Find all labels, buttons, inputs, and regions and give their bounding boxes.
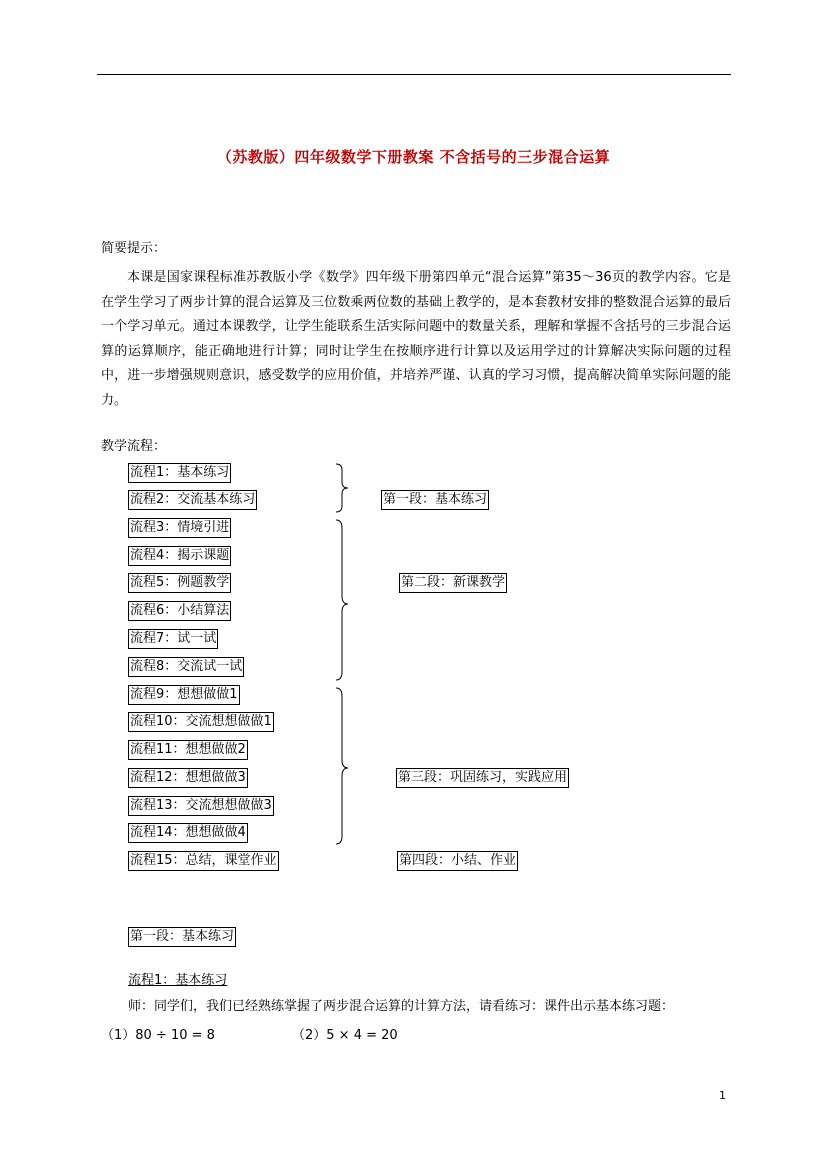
document-title: （苏教版）四年级数学下册教案 不含括号的三步混合运算: [216, 148, 611, 166]
stage-box-2: 第二段：新课教学: [399, 573, 507, 593]
page-number: 1: [719, 1089, 726, 1102]
flow-box-2: 流程2：交流基本练习: [128, 490, 257, 510]
flow-box-1: 流程1：基本练习: [128, 463, 231, 483]
exercise-2: （2）5 × 4 = 20: [292, 1028, 398, 1043]
flow-box-7: 流程7：试一试: [128, 629, 218, 649]
flow-box-4: 流程4：揭示课题: [128, 546, 231, 566]
exercise-1: （1）80 ÷ 10 = 8: [101, 1028, 215, 1043]
flow-box-5: 流程5：例题教学: [128, 573, 231, 593]
summary-paragraph: 本课是国家课程标准苏教版小学《数学》四年级下册第四单元“混合运算”第35～36页的教学内容。它是在学生学习了两步计算的混合运算及三位数乘两位数的基础上教学的，是本套教材安排的整数混合运算的最后一个学习单元。通过本课教学，让学生能联系生活实际问题中的数量关系，理解和掌握不含括号的三步混合运算的运算顺序，能正确地进行计算；同时让学生在按顺序进行计算以及运用学过的计算解决实际问题的过程中，进一步增强规则意识，感受数学的应用价值，并培养严谨、认真的学习习惯，提高解决简单实际问题的能力。: [101, 270, 731, 408]
flow-box-8: 流程8：交流试一试: [128, 657, 244, 677]
stage-box-1: 第一段：基本练习: [381, 490, 489, 510]
section-heading-box: 第一段：基本练习: [128, 927, 236, 947]
flow-box-6: 流程6：小结算法: [128, 601, 231, 621]
stage-box-3: 第三段：巩固练习，实践应用: [396, 768, 569, 788]
flow-box-13: 流程13：交流想想做做3: [128, 796, 274, 816]
flow-box-10: 流程10：交流想想做做1: [128, 712, 274, 732]
flow-box-9: 流程9：想想做做1: [128, 685, 240, 705]
flow-box-14: 流程14：想想做做4: [128, 823, 248, 843]
flow-label: 教学流程：: [101, 439, 167, 454]
flow-box-11: 流程11：想想做做2: [128, 740, 248, 760]
teacher-text: 师：同学们，我们已经熟练掌握了两步混合运算的计算方法，请看练习：课件出示基本练习题：: [128, 999, 675, 1014]
flow-box-12: 流程12：想想做做3: [128, 768, 248, 788]
stage-box-4: 第四段：小结、作业: [397, 851, 518, 871]
summary-label: 简要提示：: [101, 241, 167, 256]
section-flow-heading: 流程1：基本练习: [128, 973, 228, 988]
flow-box-15: 流程15：总结，课堂作业: [128, 851, 279, 871]
flow-box-3: 流程3：情境引进: [128, 518, 231, 538]
